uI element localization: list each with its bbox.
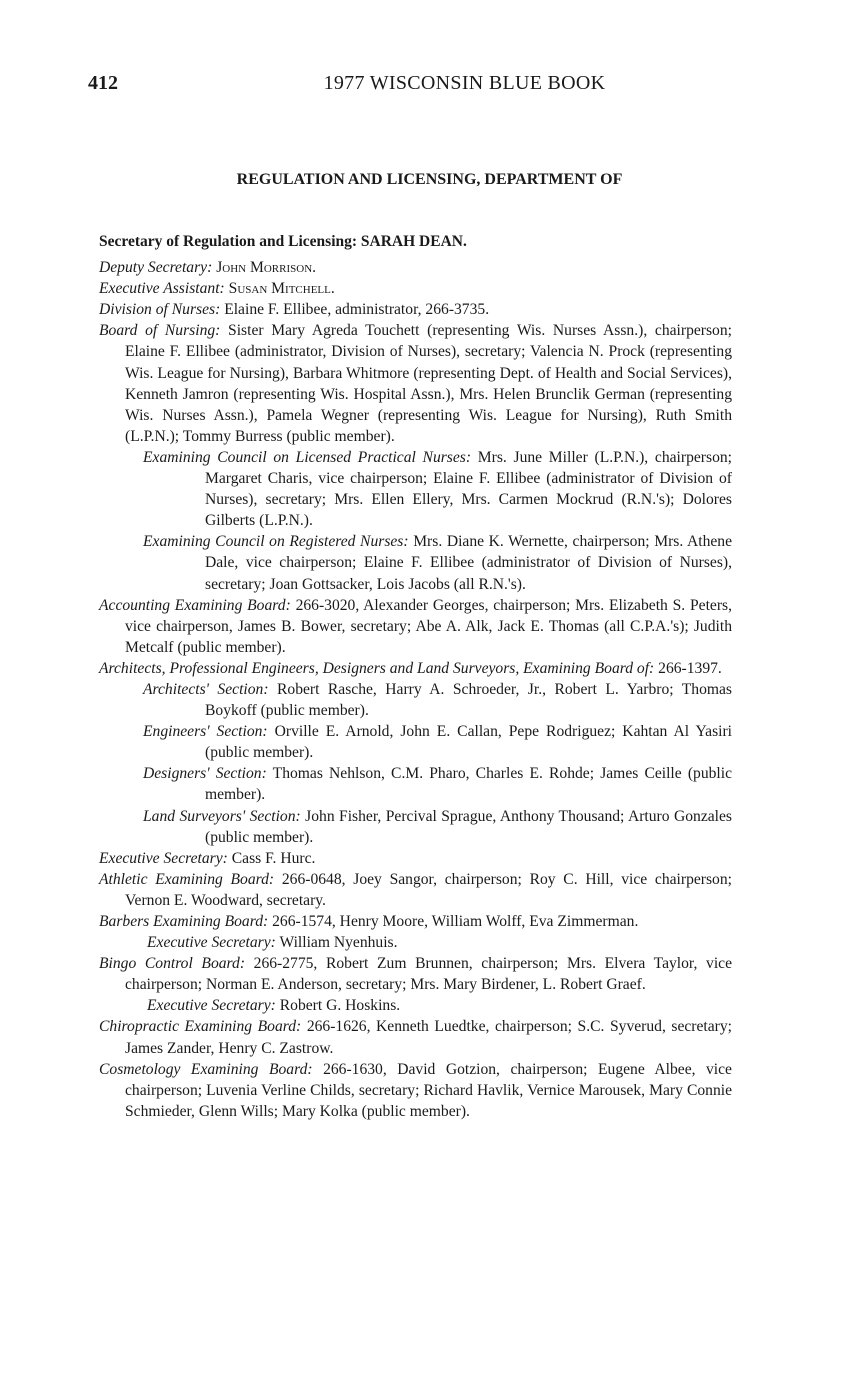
- entry-athletic-board: [99, 869, 732, 911]
- secretary-line: Secretary of Regulation and Licensing: SARAH DEAN.: [99, 233, 467, 250]
- entry-label: Executive Secretary:: [99, 849, 228, 867]
- entry-label: Architects, Professional Engineers, Designers and Land Surveyors, Examining Board of:: [99, 659, 655, 677]
- entry-text: 266-3020, Alexander Georges, chairperson; Mrs. Elizabeth S. Peters, vice chairperson, James B. Bower, secretary; Abe A. Alk, Jack E. Thomas (all C.P.A.'s); Judith Metcalf (public member).: [125, 596, 732, 656]
- entry-text: 266-0648, Joey Sangor, chairperson; Roy C. Hill, vice chairperson; Vernon E. Woodward, secretary.: [125, 870, 732, 909]
- entry-architects-section: [99, 679, 732, 721]
- entry-designers-section: [99, 763, 732, 805]
- entry-text: Orville E. Arnold, John E. Callan, Pepe Rodriguez; Kahtan Al Yasiri (public member).: [205, 723, 732, 762]
- entry-label: Examining Council on Licensed Practical Nurses:: [143, 448, 472, 466]
- page-number: 412: [88, 72, 118, 94]
- running-head: [0, 72, 859, 95]
- directory-body: [99, 231, 732, 1122]
- entry-label: Engineers' Section:: [143, 723, 268, 741]
- entry-executive-assistant: [99, 278, 732, 299]
- entry-label: Deputy Secretary:: [99, 259, 213, 277]
- entry-label: Executive Assistant:: [99, 280, 225, 298]
- section-title: REGULATION AND LICENSING, DEPARTMENT OF: [236, 171, 623, 188]
- entry-text: Susan Mitchell.: [228, 280, 335, 298]
- entry-council-rn: [99, 531, 732, 594]
- entry-label: Designers' Section:: [143, 765, 267, 783]
- entry-text: John Fisher, Percival Sprague, Anthony Thousand; Arturo Gonzales (public member).: [205, 807, 732, 846]
- entry-label: Architects' Section:: [143, 680, 269, 698]
- entry-executive-secretary-bingo: [99, 995, 732, 1016]
- entry-text: Robert Rasche, Harry A. Schroeder, Jr., Robert L. Yarbro; Thomas Boykoff (public member).: [205, 680, 733, 720]
- entry-label: Accounting Examining Board:: [99, 596, 291, 614]
- entry-text: Mrs. June Miller (L.P.N.), chairperson; Margaret Charis, vice chairperson; Elaine F. Ellibee (administrator of Division of Nurses), secretary; Mrs. Ellen Ellery, Mrs. Carmen Mockrud (R.N.'s); Dolores Gilberts (L.P.N.).: [205, 448, 732, 530]
- entry-deputy-secretary: [99, 257, 732, 278]
- entry-label: Bingo Control Board:: [99, 955, 246, 973]
- entry-text: William Nyenhuis.: [279, 934, 398, 952]
- entry-executive-secretary-architects: [99, 848, 732, 869]
- entry-label: Division of Nurses:: [99, 301, 221, 319]
- entry-text: John Morrison.: [216, 259, 317, 277]
- entry-accounting-board: [99, 595, 732, 658]
- entry-label: Executive Secretary:: [147, 934, 276, 952]
- entry-board-of-nursing: [99, 320, 732, 447]
- entry-label: Cosmetology Examining Board:: [99, 1060, 313, 1078]
- entry-label: Land Surveyors' Section:: [143, 807, 301, 825]
- entry-text: 266-2775, Robert Zum Brunnen, chairperson; Mrs. Elvera Taylor, vice chairperson; Norman E. Anderson, secretary; Mrs. Mary Birdener, L. Robert Graef.: [125, 955, 732, 994]
- entry-text: Thomas Nehlson, C.M. Pharo, Charles E. Rohde; James Ceille (public member).: [205, 765, 732, 804]
- entry-text: Mrs. Diane K. Wernette, chairperson; Mrs. Athene Dale, vice chairperson; Elaine F. Ellibee (administrator of Division of Nurses), secretary; Joan Gottsacker, Lois Jacobs (all R.N.'s).: [205, 533, 733, 593]
- entry-text: Robert G. Hoskins.: [279, 997, 401, 1015]
- entry-text: 266-1626, Kenneth Luedtke, chairperson; S.C. Syverud, secretary; James Zander, Henry C. Zastrow.: [125, 1018, 732, 1057]
- entry-council-lpn: [99, 447, 732, 531]
- entry-label: Barbers Examining Board:: [99, 913, 269, 930]
- entry-architects-board: [99, 658, 732, 679]
- entry-executive-secretary-barbers: [99, 932, 732, 953]
- entry-label: Examining Council on Registered Nurses:: [143, 533, 409, 551]
- entry-text: Cass F. Hurc.: [231, 849, 316, 867]
- entry-label: Executive Secretary:: [147, 997, 276, 1015]
- entry-engineers-section: [99, 721, 732, 763]
- entry-bingo-board: [99, 953, 732, 995]
- book-title: 1977 WISCONSIN BLUE BOOK: [323, 72, 606, 94]
- entry-text: 266-1574, Henry Moore, William Wolff, Eva Zimmerman.: [272, 913, 639, 930]
- entry-barbers-board: [99, 911, 732, 932]
- entry-text: 266-1630, David Gotzion, chairperson; Eugene Albee, vice chairperson; Luvenia Verline Childs, secretary; Richard Havlik, Vernice Marousek, Mary Connie Schmieder, Glenn Wills; Mary Kolka (public member).: [125, 1060, 732, 1120]
- entry-text: Sister Mary Agreda Touchett (representing Wis. Nurses Assn.), chairperson; Elaine F. Ellibee (administrator, Division of Nurses), secretary; Valencia N. Prock (representing Wis. League for Nursing), Barbara Whitmore (representing Dept. of Health and Social Services), Kenneth Jamron (representing Wis. Hospital Assn.), Mrs. Helen Brunclik German (representing Wis. Nurses Assn.), Pamela Wegner (representing Wis. League for Nursing), Ruth Smith (L.P.N.); Tommy Burress (public member).: [125, 322, 732, 445]
- entry-land-surveyors-section: [99, 806, 732, 848]
- entry-division-of-nurses: [99, 299, 732, 320]
- entry-label: Chiropractic Examining Board:: [99, 1018, 302, 1036]
- entry-text: 266-1397.: [658, 659, 722, 677]
- entry-cosmetology-board: [99, 1059, 732, 1122]
- entry-text: Elaine F. Ellibee, administrator, 266-3735.: [224, 301, 490, 319]
- entry-label: Athletic Examining Board:: [99, 870, 275, 888]
- entry-label: Board of Nursing:: [99, 322, 221, 340]
- entry-chiropractic-board: [99, 1016, 732, 1058]
